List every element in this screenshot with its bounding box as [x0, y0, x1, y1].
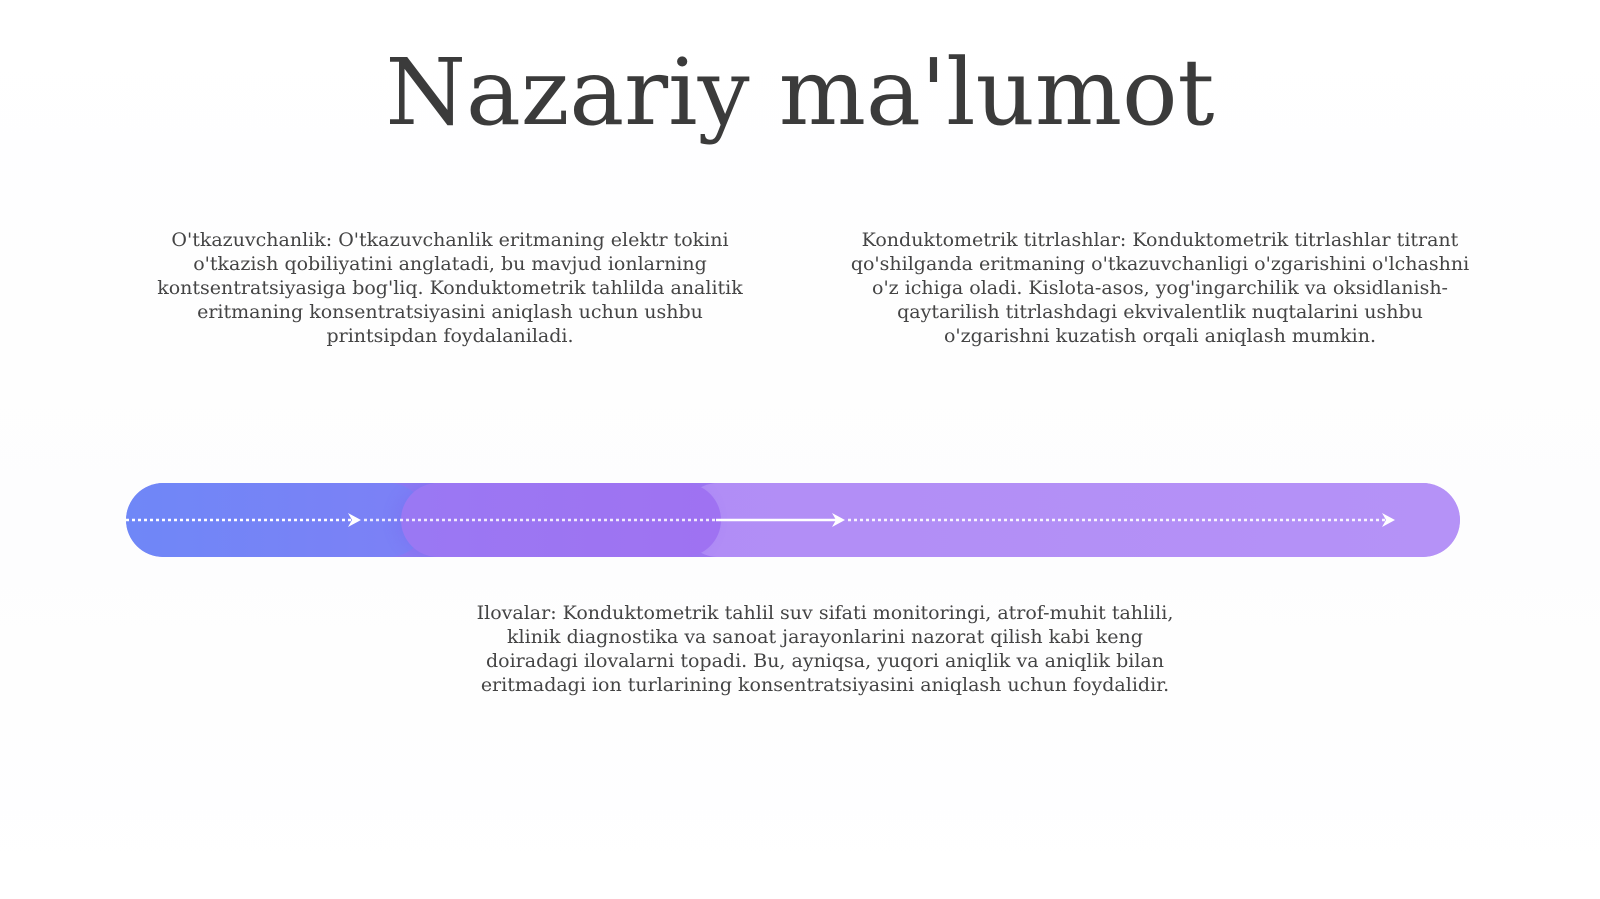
text-block-applications: Ilovalar: Konduktometrik tahlil suv sifati monitoringi, atrof-muhit tahlili, klinik diagnostika va sanoat jarayonlarini nazorat qilish kabi keng doiradagi ilovalarni topadi. Bu, ayniqsa, yuqori aniqlik va aniqlik bilan eritmadagi ion turlarining konsentratsiyasini aniqlash uchun foydalidir.	[476, 602, 1174, 696]
timeline-track	[126, 483, 1460, 557]
timeline-arrows	[126, 483, 1460, 557]
text-block-titrations: Konduktometrik titrlashlar: Konduktometrik titrlashlar titrant qo'shilganda eritmaning o'tkazuvchanligi o'zgarishini o'lchashni o'z ichiga oladi. Kislota-asos, yog'ingarchilik va oksidlanish-qaytarilish titrlashdagi ekvivalentlik nuqtalarini ushbu o'zgarishni kuzatish orqali aniqlash mumkin.	[850, 229, 1470, 347]
text-block-conductivity: O'tkazuvchanlik: O'tkazuvchanlik eritmaning elektr tokini o'tkazish qobiliyatini anglatadi, bu mavjud ionlarning kontsentratsiyasiga bog'liq. Konduktometrik tahlilda analitik eritmaning konsentratsiyasini aniqlash uchun ushbu printsipdan foydalaniladi.	[157, 229, 743, 347]
page-title: Nazariy ma'lumot	[385, 39, 1215, 146]
